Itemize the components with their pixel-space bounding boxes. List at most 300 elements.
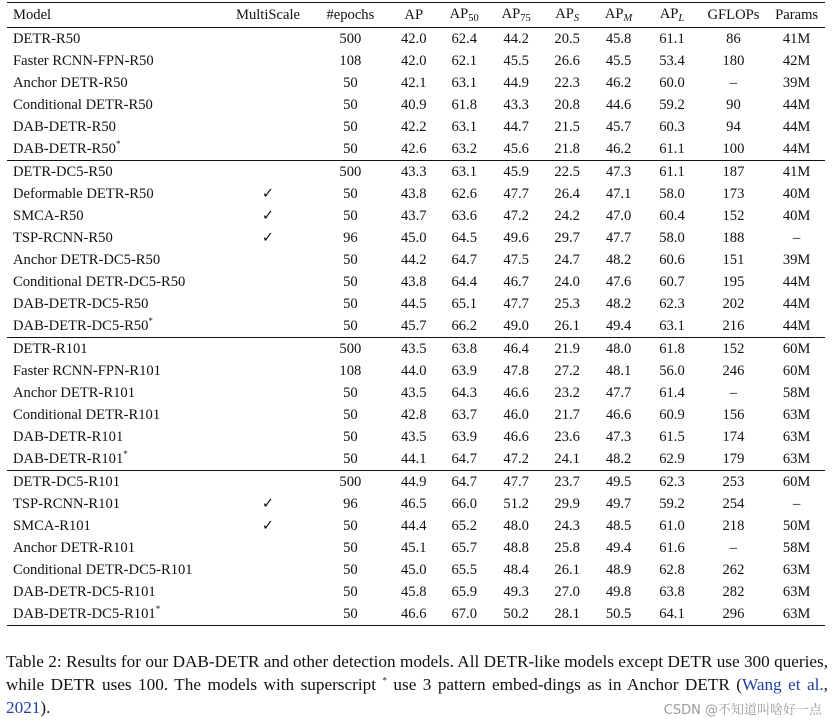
cell-apm: 48.9	[605, 562, 632, 578]
citation-year-link[interactable]: 2021	[6, 698, 41, 717]
cell-ap50: 65.1	[451, 296, 477, 312]
cell-epochs: 50	[343, 518, 358, 534]
caption-label: Table 2:	[6, 652, 62, 671]
cell-gflops: 173	[722, 186, 745, 202]
cell-aps: 25.3	[554, 296, 580, 312]
cell-ap75: 48.8	[503, 540, 529, 556]
cell-apm: 50.5	[605, 606, 632, 622]
cell-epochs: 50	[343, 75, 358, 91]
cell-ap: 45.8	[400, 584, 427, 600]
cell-ap75: 46.6	[503, 429, 529, 445]
cell-multiscale: ✓	[261, 518, 275, 534]
cell-aps: 26.1	[554, 318, 580, 334]
cell-ap50: 63.1	[451, 119, 477, 135]
cell-ap: 46.5	[400, 496, 427, 512]
cell-ap75: 47.5	[503, 252, 529, 268]
cell-apl: 60.9	[659, 407, 685, 423]
cell-ap: 43.5	[400, 429, 427, 445]
cell-epochs: 50	[343, 540, 358, 556]
header-model: Model	[13, 6, 52, 23]
cell-model	[7, 581, 224, 603]
cell-ap75: 45.5	[503, 53, 529, 69]
cell-params: 63M	[782, 606, 811, 622]
table-row	[7, 94, 825, 116]
cell-model	[7, 94, 224, 116]
cell-ap: 43.5	[400, 341, 427, 357]
model-name: DAB-DETR-R101	[13, 429, 124, 445]
cell-model	[7, 138, 224, 161]
cell-aps: 20.5	[554, 31, 580, 47]
cell-aps: 27.2	[554, 363, 580, 379]
cell-model	[7, 603, 224, 626]
cell-ap: 44.9	[400, 474, 427, 490]
cell-aps: 29.9	[554, 496, 580, 512]
model-name: DAB-DETR-DC5-R50	[13, 318, 149, 334]
cell-apm: 47.3	[605, 429, 632, 445]
results-table	[7, 2, 825, 626]
cell-ap: 44.5	[400, 296, 427, 312]
header-epochs: #epochs	[326, 6, 375, 23]
cell-params: 60M	[782, 341, 811, 357]
table-row	[7, 28, 825, 51]
cell-epochs: 500	[339, 164, 362, 180]
cell-gflops: 262	[722, 562, 745, 578]
cell-multiscale	[224, 249, 311, 271]
cell-ap: 42.1	[400, 75, 427, 91]
cell-apm: 48.1	[605, 363, 632, 379]
cell-params: 42M	[782, 53, 811, 69]
cell-ap50: 65.7	[451, 540, 477, 556]
cell-apl: 60.6	[659, 252, 685, 268]
cell-ap: 44.2	[400, 252, 427, 268]
cell-gflops: 188	[722, 230, 745, 246]
cell-multiscale: ✓	[261, 230, 275, 246]
model-name: TSP-RCNN-R101	[13, 496, 121, 512]
cell-ap75: 46.7	[503, 274, 529, 290]
cell-ap75: 49.0	[503, 318, 529, 334]
cell-params: 60M	[782, 474, 811, 490]
cell-multiscale	[224, 559, 311, 581]
table-row	[7, 249, 825, 271]
cell-params: 44M	[782, 296, 811, 312]
cell-model	[7, 493, 224, 515]
table-row	[7, 138, 825, 161]
table-header	[7, 3, 825, 28]
cell-params: 63M	[782, 429, 811, 445]
header-apm-base: AP	[604, 6, 624, 22]
cell-multiscale	[224, 448, 311, 471]
model-name: Conditional DETR-R101	[13, 407, 161, 423]
cell-ap75: 47.2	[503, 451, 529, 467]
cell-multiscale	[224, 603, 311, 626]
cell-params: 41M	[782, 31, 811, 47]
cell-apm: 49.5	[605, 474, 632, 490]
table-row	[7, 471, 825, 494]
model-name: SMCA-R50	[13, 208, 84, 224]
cell-ap50: 64.3	[451, 385, 477, 401]
cell-ap50: 62.1	[451, 53, 477, 69]
cell-model	[7, 338, 224, 361]
cell-ap75: 50.2	[503, 606, 529, 622]
header-ap75-sub: 75	[520, 13, 531, 24]
cell-ap75: 49.6	[503, 230, 529, 246]
cell-params: –	[792, 496, 801, 512]
cell-aps: 26.6	[554, 53, 580, 69]
header-apl	[645, 3, 698, 28]
cell-ap50: 63.9	[451, 429, 477, 445]
cell-ap: 42.0	[400, 53, 427, 69]
cell-params: 58M	[782, 385, 811, 401]
cell-apl: 59.2	[659, 496, 685, 512]
cell-gflops: 152	[722, 208, 745, 224]
table-row	[7, 116, 825, 138]
table-row	[7, 50, 825, 72]
cell-ap50: 66.2	[451, 318, 477, 334]
cell-epochs: 50	[343, 208, 358, 224]
cell-ap75: 43.3	[503, 97, 529, 113]
cell-ap50: 63.1	[451, 75, 477, 91]
table-row	[7, 360, 825, 382]
cell-ap75: 48.4	[503, 562, 529, 578]
cell-params: 44M	[782, 318, 811, 334]
cell-params: 63M	[782, 584, 811, 600]
cell-gflops: 180	[722, 53, 745, 69]
cell-epochs: 500	[339, 31, 362, 47]
cell-multiscale	[224, 28, 311, 51]
superscript-marker: *	[148, 316, 153, 327]
cell-multiscale	[224, 72, 311, 94]
cell-apm: 48.0	[605, 341, 632, 357]
cell-epochs: 50	[343, 584, 358, 600]
cell-params: 44M	[782, 274, 811, 290]
cell-ap75: 44.7	[503, 119, 529, 135]
watermark: CSDN @不知道叫啥好一点	[663, 703, 822, 718]
cell-multiscale	[224, 138, 311, 161]
cell-ap50: 63.1	[451, 164, 477, 180]
superscript-marker: *	[123, 449, 128, 460]
cell-ap75: 47.2	[503, 208, 529, 224]
cell-apl: 62.8	[659, 562, 685, 578]
cell-params: 44M	[782, 141, 811, 157]
cell-ap75: 46.0	[503, 407, 529, 423]
cell-ap75: 46.6	[503, 385, 529, 401]
model-name: DAB-DETR-R50	[13, 141, 116, 157]
header-ap50	[438, 3, 489, 28]
cell-apl: 58.0	[659, 186, 685, 202]
cell-ap: 43.8	[400, 186, 427, 202]
cell-ap: 46.6	[400, 606, 427, 622]
table-body	[7, 28, 825, 626]
cell-ap: 42.0	[400, 31, 427, 47]
cell-apm: 45.7	[605, 119, 632, 135]
cell-apl: 56.0	[659, 363, 685, 379]
cell-gflops: 90	[726, 97, 741, 113]
citation-separator: ,	[823, 675, 828, 694]
cell-apm: 46.6	[605, 407, 632, 423]
cell-apm: 49.4	[605, 540, 632, 556]
table-row	[7, 581, 825, 603]
cell-multiscale	[224, 315, 311, 338]
cell-gflops: 246	[722, 363, 745, 379]
cell-multiscale	[224, 382, 311, 404]
cell-gflops: 202	[722, 296, 745, 312]
cell-apm: 48.2	[605, 252, 632, 268]
cell-params: –	[792, 230, 801, 246]
caption-text-end: ).	[40, 698, 51, 717]
cell-aps: 27.0	[554, 584, 580, 600]
cell-ap50: 65.2	[451, 518, 477, 534]
cell-aps: 21.7	[554, 407, 580, 423]
cell-multiscale	[224, 404, 311, 426]
model-name: TSP-RCNN-R50	[13, 230, 113, 246]
cell-aps: 23.7	[554, 474, 580, 490]
cell-gflops: 86	[726, 31, 741, 47]
cell-ap75: 47.8	[503, 363, 529, 379]
cell-epochs: 108	[339, 363, 362, 379]
header-apm-sub: M	[623, 13, 633, 24]
cell-ap: 45.1	[400, 540, 427, 556]
cell-ap50: 63.8	[451, 341, 477, 357]
cell-apm: 49.7	[605, 496, 632, 512]
header-aps-base: AP	[555, 6, 574, 22]
cell-gflops: 152	[722, 341, 745, 357]
header-ap75-base: AP	[501, 6, 521, 22]
cell-ap50: 63.9	[451, 363, 477, 379]
cell-epochs: 50	[343, 274, 358, 290]
cell-params: 60M	[782, 363, 811, 379]
header-ap50-base: AP	[449, 6, 469, 22]
cell-apm: 49.8	[605, 584, 632, 600]
cell-ap75: 49.3	[503, 584, 529, 600]
cell-multiscale	[224, 116, 311, 138]
table-row	[7, 161, 825, 184]
header-gflops: GFLOPs	[707, 6, 760, 23]
cell-model	[7, 559, 224, 581]
header-apm	[592, 3, 645, 28]
cell-ap: 45.0	[400, 230, 427, 246]
cell-ap50: 64.5	[451, 230, 477, 246]
cell-apm: 48.5	[605, 518, 632, 534]
cell-apl: 62.3	[659, 296, 685, 312]
cell-aps: 20.8	[554, 97, 580, 113]
cell-aps: 25.8	[554, 540, 580, 556]
cell-params: 40M	[782, 208, 811, 224]
header-multiscale: MultiScale	[235, 6, 301, 23]
cell-multiscale	[224, 94, 311, 116]
cell-ap: 43.5	[400, 385, 427, 401]
cell-apl: 61.8	[659, 341, 685, 357]
cell-epochs: 500	[339, 341, 362, 357]
cell-apm: 47.6	[605, 274, 632, 290]
table-row	[7, 315, 825, 338]
table-row	[7, 72, 825, 94]
model-name: DETR-R50	[13, 31, 81, 47]
header-row	[7, 3, 825, 28]
table-row	[7, 227, 825, 249]
cell-gflops: 179	[722, 451, 745, 467]
header-apl-sub: L	[678, 13, 685, 24]
cell-epochs: 50	[343, 318, 358, 334]
cell-model	[7, 72, 224, 94]
cell-ap: 43.3	[400, 164, 427, 180]
cell-gflops: 100	[722, 141, 745, 157]
cell-epochs: 50	[343, 119, 358, 135]
table-row	[7, 603, 825, 626]
cell-epochs: 50	[343, 296, 358, 312]
cell-apl: 60.7	[659, 274, 685, 290]
cell-apm: 48.2	[605, 296, 632, 312]
cell-gflops: 253	[722, 474, 745, 490]
cell-epochs: 50	[343, 252, 358, 268]
cell-ap50: 65.9	[451, 584, 477, 600]
cell-ap75: 48.0	[503, 518, 529, 534]
cell-aps: 26.4	[554, 186, 580, 202]
cell-model	[7, 28, 224, 51]
table-row	[7, 183, 825, 205]
header-params: Params	[775, 6, 819, 23]
cell-model	[7, 116, 224, 138]
cell-epochs: 50	[343, 186, 358, 202]
model-name: DAB-DETR-DC5-R101	[13, 584, 156, 600]
cell-gflops: –	[729, 385, 738, 401]
cell-multiscale: ✓	[261, 186, 275, 202]
model-name: SMCA-R101	[13, 518, 91, 534]
cell-apm: 44.6	[605, 97, 632, 113]
model-name: Faster RCNN-FPN-R50	[13, 53, 154, 69]
table-row	[7, 559, 825, 581]
cell-ap: 45.7	[400, 318, 427, 334]
cell-model	[7, 293, 224, 315]
model-name: DAB-DETR-DC5-R101	[13, 606, 156, 622]
cell-aps: 21.5	[554, 119, 580, 135]
cell-params: 40M	[782, 186, 811, 202]
cell-ap50: 63.6	[451, 208, 477, 224]
cell-ap50: 62.4	[451, 31, 477, 47]
cell-ap75: 47.7	[503, 186, 529, 202]
cell-gflops: –	[729, 75, 738, 91]
cell-aps: 29.7	[554, 230, 580, 246]
cell-params: 39M	[782, 75, 811, 91]
cell-ap: 44.4	[400, 518, 427, 534]
cell-multiscale	[224, 271, 311, 293]
cell-aps: 22.3	[554, 75, 580, 91]
cell-aps: 28.1	[554, 606, 580, 622]
cell-model	[7, 183, 224, 205]
cell-apm: 49.4	[605, 318, 632, 334]
cell-apl: 60.3	[659, 119, 685, 135]
cell-apl: 61.4	[659, 385, 685, 401]
cell-gflops: 151	[722, 252, 745, 268]
cell-apl: 61.0	[659, 518, 685, 534]
cell-model	[7, 426, 224, 448]
cell-ap50: 64.7	[451, 252, 477, 268]
cell-ap: 42.6	[400, 141, 427, 157]
cell-model	[7, 537, 224, 559]
cell-gflops: 195	[722, 274, 745, 290]
cell-ap: 44.1	[400, 451, 427, 467]
cell-epochs: 50	[343, 606, 358, 622]
cell-aps: 21.8	[554, 141, 580, 157]
cell-epochs: 50	[343, 451, 358, 467]
cell-gflops: 216	[722, 318, 745, 334]
cell-apl: 62.3	[659, 474, 685, 490]
cell-params: 63M	[782, 451, 811, 467]
table-row	[7, 271, 825, 293]
cell-epochs: 50	[343, 97, 358, 113]
cell-aps: 24.2	[554, 208, 580, 224]
table-row	[7, 448, 825, 471]
cell-gflops: –	[729, 540, 738, 556]
cell-apl: 60.0	[659, 75, 685, 91]
cell-apl: 58.0	[659, 230, 685, 246]
cell-ap: 43.7	[400, 208, 427, 224]
cell-model	[7, 249, 224, 271]
cell-apm: 47.1	[605, 186, 632, 202]
table-row	[7, 426, 825, 448]
cell-model	[7, 515, 224, 537]
table-row	[7, 537, 825, 559]
cell-ap75: 46.4	[503, 341, 529, 357]
cell-multiscale	[224, 161, 311, 184]
cell-apl: 61.6	[659, 540, 685, 556]
cell-aps: 21.9	[554, 341, 580, 357]
model-name: DETR-DC5-R50	[13, 164, 113, 180]
cell-epochs: 96	[343, 496, 358, 512]
model-name: DAB-DETR-R101	[13, 451, 124, 467]
cell-apm: 46.2	[605, 141, 632, 157]
model-name: Anchor DETR-DC5-R50	[13, 252, 161, 268]
cell-apm: 47.3	[605, 164, 632, 180]
cell-apm: 48.2	[605, 451, 632, 467]
table-row	[7, 493, 825, 515]
cell-ap75: 51.2	[503, 496, 529, 512]
superscript-marker: *	[115, 139, 121, 150]
cell-apl: 63.1	[659, 318, 685, 334]
cell-gflops: 282	[722, 584, 745, 600]
cell-params: 41M	[782, 164, 811, 180]
cell-multiscale	[224, 50, 311, 72]
cell-ap75: 45.9	[503, 164, 529, 180]
citation-author-link[interactable]: Wang et al.	[741, 675, 824, 694]
model-name: Conditional DETR-R50	[13, 97, 153, 113]
cell-model	[7, 227, 224, 249]
cell-aps: 24.7	[554, 252, 580, 268]
model-name: DAB-DETR-R50	[13, 119, 116, 135]
model-name: Conditional DETR-DC5-R101	[13, 562, 193, 578]
cell-model	[7, 315, 224, 338]
cell-apm: 47.7	[605, 385, 632, 401]
caption-marker: *	[382, 675, 387, 686]
cell-model	[7, 471, 224, 494]
cell-epochs: 50	[343, 385, 358, 401]
cell-apl: 63.8	[659, 584, 685, 600]
header-ap50-sub: 50	[468, 13, 479, 24]
cell-apm: 46.2	[605, 75, 632, 91]
model-name: Anchor DETR-R50	[13, 75, 128, 91]
cell-ap50: 64.7	[451, 451, 477, 467]
cell-epochs: 108	[339, 53, 362, 69]
cell-apl: 53.4	[659, 53, 685, 69]
cell-aps: 22.5	[554, 164, 580, 180]
cell-apl: 61.5	[659, 429, 685, 445]
cell-model	[7, 161, 224, 184]
cell-params: 44M	[782, 119, 811, 135]
cell-apm: 47.0	[605, 208, 632, 224]
model-name: Faster RCNN-FPN-R101	[13, 363, 161, 379]
cell-apl: 61.1	[659, 31, 685, 47]
cell-ap50: 63.2	[451, 141, 477, 157]
model-name: DETR-R101	[13, 341, 88, 357]
